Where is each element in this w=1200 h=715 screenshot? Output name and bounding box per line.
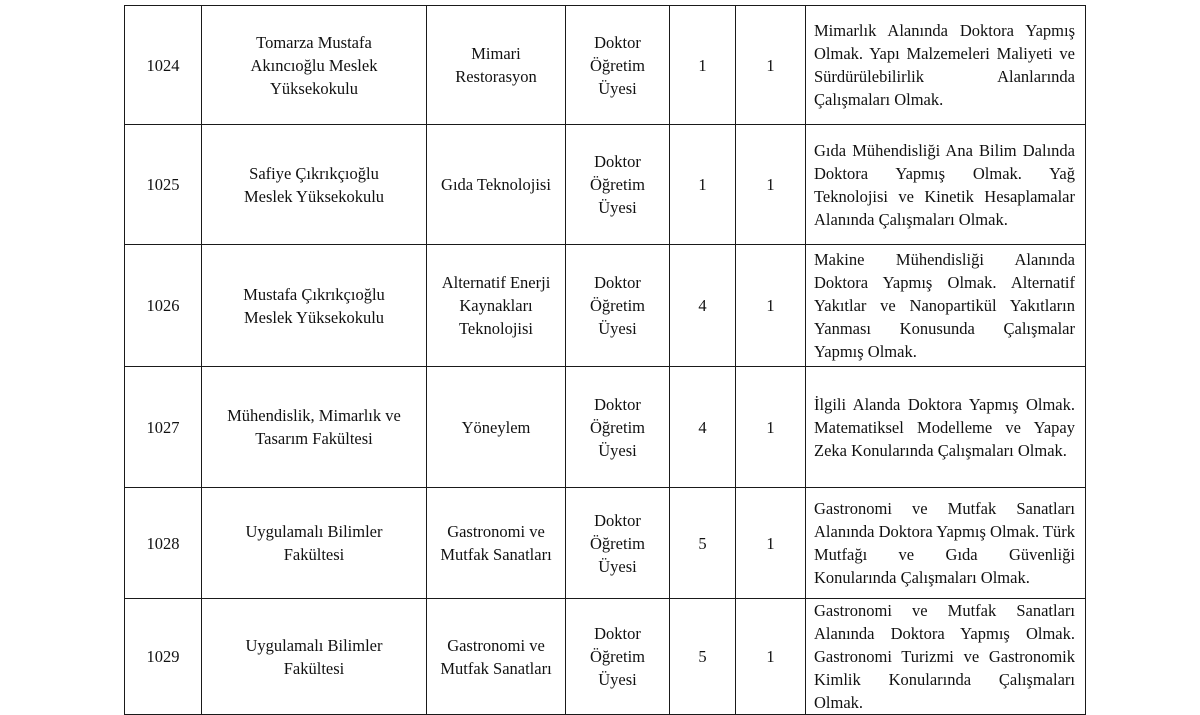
- code-cell: 1026: [125, 245, 202, 367]
- unit-text: Tomarza Mustafa Akıncıoğlu Meslek Yüksekokulu: [250, 32, 378, 98]
- unit-text: Uygulamalı Bilimler Fakültesi: [245, 522, 383, 564]
- rank-count-cell: 4: [670, 245, 736, 367]
- unit-cell: [202, 6, 427, 125]
- department-text: Alternatif Enerji Kaynakları Teknolojisi: [441, 273, 551, 338]
- department-text: Yöneylem: [461, 417, 531, 437]
- table-row: [125, 125, 1086, 245]
- requirement-cell: Gastronomi ve Mutfak Sanatları Alanında Doktora Yapmış Olmak. Gastronomi Turizmi ve Gastronomik Kimlik Konularında Çalışmaları Olmak.: [806, 599, 1086, 715]
- requirement-cell: İlgili Alanda Doktora Yapmış Olmak. Matematiksel Modelleme ve Yapay Zeka Konularında Çalışmaları Olmak.: [806, 367, 1086, 488]
- unit-cell: [202, 245, 427, 367]
- table-row: [125, 6, 1086, 125]
- title-cell: [566, 125, 670, 245]
- unit-cell: [202, 367, 427, 488]
- title-text: Doktor Öğretim Üyesi: [590, 624, 645, 689]
- title-cell: [566, 599, 670, 715]
- count-cell: 1: [736, 367, 806, 488]
- count-cell: 1: [736, 599, 806, 715]
- count-cell: 1: [736, 488, 806, 599]
- title-text: Doktor Öğretim Üyesi: [590, 273, 645, 338]
- title-text: Doktor Öğretim Üyesi: [590, 152, 645, 217]
- requirement-cell: Gıda Mühendisliği Ana Bilim Dalında Doktora Yapmış Olmak. Yağ Teknolojisi ve Kinetik Hesaplamalar Alanında Çalışmaları Olmak.: [806, 125, 1086, 245]
- count-cell: 1: [736, 245, 806, 367]
- requirement-cell: Makine Mühendisliği Alanında Doktora Yapmış Olmak. Alternatif Yakıtlar ve Nanopartikül Yakıtların Yanması Konusunda Çalışmalar Yapmış Olmak.: [806, 245, 1086, 367]
- department-cell: [427, 245, 566, 367]
- unit-text: Mühendislik, Mimarlık ve Tasarım Fakültesi: [227, 406, 401, 448]
- table-row: [125, 367, 1086, 488]
- unit-text: Uygulamalı Bilimler Fakültesi: [245, 635, 383, 678]
- code-cell: 1024: [125, 6, 202, 125]
- department-text: Mimari Restorasyon: [455, 44, 537, 86]
- code-cell: 1027: [125, 367, 202, 488]
- table-row: [125, 488, 1086, 599]
- rank-count-cell: 1: [670, 6, 736, 125]
- table-row: [125, 599, 1086, 715]
- rank-count-cell: 5: [670, 599, 736, 715]
- unit-cell: [202, 488, 427, 599]
- department-text: Gıda Teknolojisi: [441, 175, 551, 194]
- department-cell: [427, 367, 566, 488]
- unit-cell: [202, 125, 427, 245]
- department-cell: [427, 6, 566, 125]
- requirement-cell: Mimarlık Alanında Doktora Yapmış Olmak. Yapı Malzemeleri Maliyeti ve Sürdürülebilirlik Alanlarında Çalışmaları Olmak.: [806, 6, 1086, 125]
- unit-text: Mustafa Çıkrıkçıoğlu Meslek Yüksekokulu: [243, 284, 385, 327]
- title-text: Doktor Öğretim Üyesi: [590, 510, 645, 576]
- count-cell: 1: [736, 125, 806, 245]
- requirement-cell: Gastronomi ve Mutfak Sanatları Alanında Doktora Yapmış Olmak. Türk Mutfağı ve Gıda Güvenliği Konularında Çalışmaları Olmak.: [806, 488, 1086, 599]
- unit-text: Safiye Çıkrıkçıoğlu Meslek Yüksekokulu: [243, 163, 385, 206]
- table-row: [125, 245, 1086, 367]
- positions-table: [124, 5, 1086, 715]
- count-cell: 1: [736, 6, 806, 125]
- title-text: Doktor Öğretim Üyesi: [590, 394, 645, 460]
- rank-count-cell: 4: [670, 367, 736, 488]
- title-cell: [566, 6, 670, 125]
- code-cell: 1029: [125, 599, 202, 715]
- title-cell: [566, 488, 670, 599]
- unit-cell: [202, 599, 427, 715]
- department-cell: [427, 599, 566, 715]
- code-cell: 1028: [125, 488, 202, 599]
- department-text: Gastronomi ve Mutfak Sanatları: [440, 635, 552, 678]
- title-cell: [566, 245, 670, 367]
- title-text: Doktor Öğretim Üyesi: [590, 32, 645, 98]
- rank-count-cell: 1: [670, 125, 736, 245]
- department-cell: [427, 125, 566, 245]
- department-text: Gastronomi ve Mutfak Sanatları: [440, 522, 552, 564]
- title-cell: [566, 367, 670, 488]
- department-cell: [427, 488, 566, 599]
- rank-count-cell: 5: [670, 488, 736, 599]
- code-cell: 1025: [125, 125, 202, 245]
